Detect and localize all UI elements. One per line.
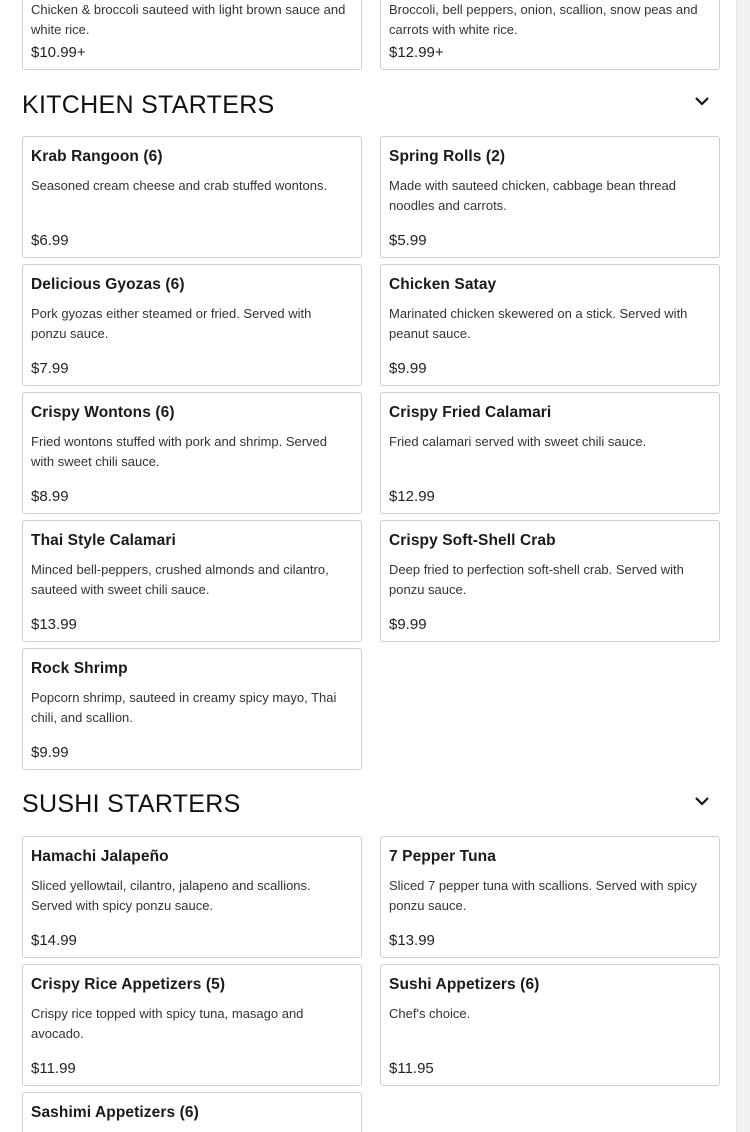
item-description: Sliced yellowtail, cilantro, jalapeno and scallions. Served with spicy ponzu sauce. (31, 878, 311, 913)
menu-item-card[interactable] (380, 964, 720, 1086)
item-description: Crispy rice topped with spicy tuna, masago and avocado. (31, 1006, 304, 1041)
menu-item-card[interactable] (22, 264, 362, 386)
chevron-down-icon[interactable] (692, 792, 712, 812)
menu-item-card[interactable] (380, 264, 720, 386)
menu-item-card[interactable] (22, 520, 362, 642)
menu-item-card[interactable] (380, 836, 720, 958)
item-name: 7 Pepper Tuna (389, 848, 496, 865)
section-title: KITCHEN STARTERS (22, 91, 275, 119)
item-name: Rock Shrimp (31, 660, 128, 677)
section-title: SUSHI STARTERS (22, 790, 241, 818)
item-price: $9.99 (389, 360, 427, 377)
item-price: $9.99 (389, 616, 427, 633)
scrollbar[interactable] (736, 0, 750, 1132)
item-name: Crispy Wontons (6) (31, 404, 175, 421)
item-description: Deep fried to perfection soft-shell crab. Served with ponzu sauce. (389, 562, 684, 597)
item-description: Pork gyozas either steamed or fried. Served with ponzu sauce. (31, 306, 312, 341)
menu-item-card[interactable] (22, 1092, 362, 1132)
item-price: $5.99 (389, 232, 427, 249)
item-name: Sushi Appetizers (6) (389, 976, 540, 993)
item-description: Popcorn shrimp, sauteed in creamy spicy mayo, Thai chili, and scallion. (31, 690, 337, 725)
item-name: Spring Rolls (2) (389, 148, 506, 165)
item-description: Seasoned cream cheese and crab stuffed wontons. (31, 178, 328, 193)
item-price: $11.99 (31, 1060, 76, 1077)
item-price: $8.99 (31, 488, 69, 505)
item-description: Chicken & broccoli sauteed with light brown sauce and white rice. (31, 2, 346, 37)
menu-item-card[interactable] (22, 136, 362, 258)
chevron-down-icon[interactable] (692, 92, 712, 112)
item-description: Chef's choice. (389, 1006, 471, 1021)
menu-item-card[interactable] (380, 392, 720, 514)
menu-item-card[interactable] (22, 648, 362, 770)
menu-item-card[interactable] (380, 520, 720, 642)
item-price: $7.99 (31, 360, 69, 377)
item-price: $10.99+ (31, 44, 86, 61)
item-name: Crispy Soft-Shell Crab (389, 532, 556, 549)
item-name: Crispy Rice Appetizers (5) (31, 976, 226, 993)
item-price: $14.99 (31, 932, 77, 949)
item-name: Thai Style Calamari (31, 532, 176, 549)
item-name: Sashimi Appetizers (6) (31, 1104, 199, 1121)
item-description: Minced bell-peppers, crushed almonds and cilantro, sauteed with sweet chili sauce. (31, 562, 329, 597)
item-description: Fried calamari served with sweet chili sauce. (389, 434, 647, 449)
item-description: Sliced 7 pepper tuna with scallions. Served with spicy ponzu sauce. (389, 878, 697, 913)
item-name: Delicious Gyozas (6) (31, 276, 185, 293)
item-description: Made with sauteed chicken, cabbage bean thread noodles and carrots. (389, 178, 676, 213)
item-price: $12.99+ (389, 44, 444, 61)
item-name: Chicken Satay (389, 276, 497, 293)
item-description: Marinated chicken skewered on a stick. Served with peanut sauce. (389, 306, 688, 341)
item-price: $12.99 (389, 488, 435, 505)
menu-item-card[interactable] (22, 836, 362, 958)
menu-item-card[interactable] (22, 392, 362, 514)
item-description: Fried wontons stuffed with pork and shrimp. Served with sweet chili sauce. (31, 434, 328, 469)
item-price: $6.99 (31, 232, 69, 249)
item-name: Krab Rangoon (6) (31, 148, 163, 165)
menu-item-card[interactable] (22, 0, 362, 70)
item-price: $13.99 (389, 932, 435, 949)
menu-item-card[interactable] (380, 0, 720, 70)
item-price: $9.99 (31, 744, 69, 761)
item-price: $11.95 (389, 1060, 434, 1077)
item-description: Broccoli, bell peppers, onion, scallion, snow peas and carrots with white rice. (389, 2, 698, 37)
menu-item-card[interactable] (22, 964, 362, 1086)
item-name: Crispy Fried Calamari (389, 404, 552, 421)
item-price: $13.99 (31, 616, 77, 633)
menu-item-card[interactable] (380, 136, 720, 258)
item-name: Hamachi Jalapeño (31, 848, 169, 865)
